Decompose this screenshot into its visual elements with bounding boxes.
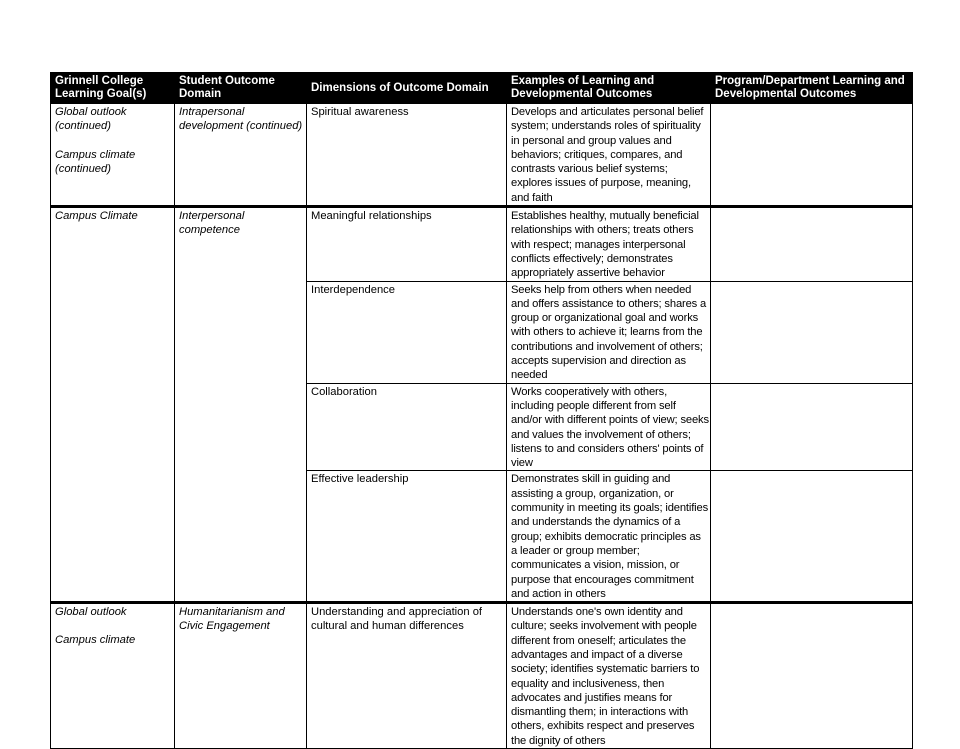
learning-goal-text: Campus climate (55, 634, 136, 647)
program-outcomes-cell (711, 104, 913, 207)
learning-goal-text: Campus climate (continued) (55, 148, 136, 175)
program-outcomes-cell (711, 207, 913, 281)
examples-cell: Seeks help from others when needed and offers assistance to others; shares a group or organizational goal and works with others to achieve it; learns from the contributions and involvement of others; accepts supervision and direction as needed (507, 281, 711, 383)
header-outcome-domain: Student Outcome Domain (175, 73, 307, 104)
learning-goal-text: Global outlook (55, 606, 127, 619)
table-row (51, 603, 913, 749)
outcomes-table (50, 72, 913, 749)
examples-cell: Develops and articulates personal belief system; understands roles of spirituality in personal and group values and behaviors; critiques, compares, and contrasts various belief systems; explores issues of purpose, meaning, and faith (507, 104, 711, 207)
learning-goal-text: Global outlook (continued) (55, 106, 127, 133)
examples-cell: Works cooperatively with others, including people different from self and/or with different points of view; seeks and values the involvement of others; listens to and considers others' points of view (507, 383, 711, 471)
learning-goal-cell (51, 104, 175, 207)
learning-goal-cell (51, 603, 175, 749)
dimension-cell: Understanding and appreciation of cultural and human differences (307, 603, 507, 749)
program-outcomes-cell (711, 471, 913, 603)
header-program-outcomes: Program/Department Learning and Developmental Outcomes (711, 73, 913, 104)
dimension-cell: Interdependence (307, 281, 507, 383)
examples-cell: Establishes healthy, mutually beneficial relationships with others; treats others with respect; manages interpersonal conflicts effectively; demonstrates appropriately assertive behavior (507, 207, 711, 281)
outcome-domain-cell: Intrapersonal development (continued) (175, 104, 307, 207)
learning-goal-text: Campus Climate (55, 210, 138, 223)
program-outcomes-cell (711, 383, 913, 471)
header-dimensions: Dimensions of Outcome Domain (307, 73, 507, 104)
header-row (51, 73, 913, 104)
examples-cell: Understands one's own identity and culture; seeks involvement with people different from oneself; articulates the advantages and impact of a diverse society; identifies systematic barriers to equality and inclusiveness, then advocates and justifies means for dismantling them; in interactions with others, exhibits respect and preserves the dignity of others (507, 603, 711, 749)
header-examples: Examples of Learning and Developmental Outcomes (507, 73, 711, 104)
header-learning-goal: Grinnell College Learning Goal(s) (51, 73, 175, 104)
dimension-cell: Effective leadership (307, 471, 507, 603)
learning-goal-cell (51, 207, 175, 603)
dimension-cell: Collaboration (307, 383, 507, 471)
outcome-domain-cell: Humanitarianism and Civic Engagement (175, 603, 307, 749)
table-row (51, 104, 913, 207)
outcomes-sheet (50, 72, 912, 749)
program-outcomes-cell (711, 281, 913, 383)
table-row (51, 207, 913, 281)
dimension-cell: Meaningful relationships (307, 207, 507, 281)
dimension-cell: Spiritual awareness (307, 104, 507, 207)
outcome-domain-cell: Interpersonal competence (175, 207, 307, 603)
examples-cell: Demonstrates skill in guiding and assisting a group, organization, or community in meeting its goals; identifies and understands the dynamics of a group; exhibits democratic principles as a leader or group member; communicates a vision, mission, or purpose that encourages commitment and action in others (507, 471, 711, 603)
program-outcomes-cell (711, 603, 913, 749)
